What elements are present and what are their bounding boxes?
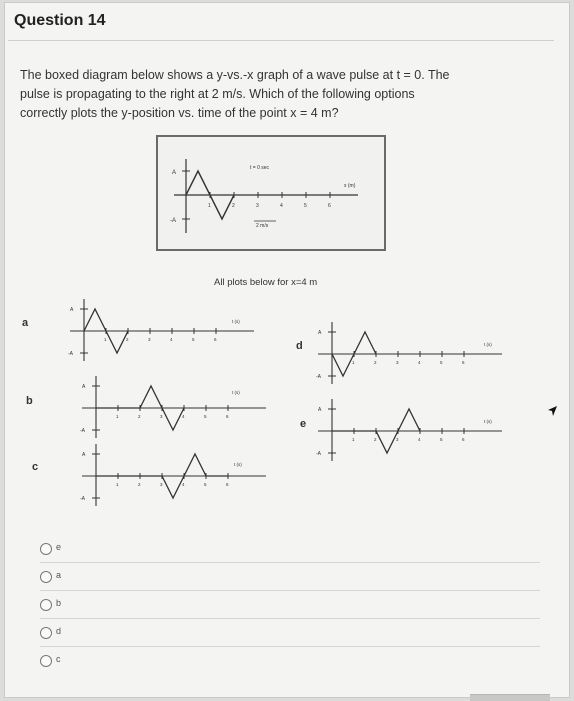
option-d[interactable] <box>40 624 560 644</box>
diagram-x-label: 1 <box>208 203 211 209</box>
diagram-time-label: t = 0 sec <box>250 165 270 171</box>
svg-text:6: 6 <box>214 337 217 342</box>
option-label: a <box>56 570 62 580</box>
svg-text:2: 2 <box>138 482 141 487</box>
svg-text:3: 3 <box>160 482 163 487</box>
option-label: d <box>56 626 62 636</box>
question-line: correctly plots the y-position vs. time of the point x = 4 m? <box>20 106 339 120</box>
svg-text:6: 6 <box>462 360 465 365</box>
svg-text:t (s): t (s) <box>484 419 492 424</box>
svg-text:A: A <box>318 330 322 336</box>
svg-text:-A: -A <box>80 496 85 502</box>
svg-text:5: 5 <box>192 337 195 342</box>
svg-text:2: 2 <box>138 414 141 419</box>
svg-text:2: 2 <box>374 437 377 442</box>
svg-text:-A: -A <box>316 451 321 457</box>
radio-button[interactable] <box>40 543 52 555</box>
diagram-speed-label: 2 m/s <box>256 223 269 229</box>
svg-text:A: A <box>82 452 86 458</box>
diagram-axis-label: x (m) <box>344 183 356 189</box>
title-divider <box>8 40 554 41</box>
option-divider <box>40 590 540 591</box>
diagram-x-label: 5 <box>304 203 307 209</box>
svg-text:4: 4 <box>418 437 421 442</box>
option-c[interactable] <box>40 652 560 672</box>
plot-a-letter: a <box>22 317 29 329</box>
svg-text:1: 1 <box>104 337 107 342</box>
svg-text:5: 5 <box>204 414 207 419</box>
diagram-x-label: 2 <box>232 203 235 209</box>
wave-pulse-diagram <box>156 135 386 251</box>
question-line: pulse is propagating to the right at 2 m/s. Which of the following options <box>20 87 415 101</box>
option-e[interactable] <box>40 540 560 560</box>
svg-text:t (s): t (s) <box>484 342 492 347</box>
diagram-x-label: 6 <box>328 203 331 209</box>
svg-text:4: 4 <box>182 414 185 419</box>
diagram-y-label: -A <box>170 218 176 224</box>
svg-text:5: 5 <box>440 437 443 442</box>
svg-text:t (s): t (s) <box>232 319 240 324</box>
option-divider <box>40 618 540 619</box>
svg-text:6: 6 <box>226 414 229 419</box>
svg-text:A: A <box>82 384 86 390</box>
svg-text:1: 1 <box>352 360 355 365</box>
option-divider <box>40 562 540 563</box>
svg-text:-A: -A <box>80 428 85 434</box>
radio-button[interactable] <box>40 571 52 583</box>
option-divider <box>40 646 540 647</box>
plot-d-letter: d <box>296 340 303 352</box>
svg-text:4: 4 <box>182 482 185 487</box>
question-text <box>20 66 480 123</box>
plot-y-label: -A <box>68 351 73 357</box>
option-label: c <box>56 654 61 664</box>
svg-text:4: 4 <box>170 337 173 342</box>
svg-text:4: 4 <box>418 360 421 365</box>
svg-text:2: 2 <box>374 360 377 365</box>
plot-c-letter: c <box>32 461 39 473</box>
plots-caption: All plots below for x=4 m <box>214 277 318 288</box>
svg-text:A: A <box>318 407 322 413</box>
question-line: The boxed diagram below shows a y-vs.-x graph of a wave pulse at t = 0. The <box>20 68 450 82</box>
plot-y-label: A <box>70 307 74 313</box>
svg-text:3: 3 <box>396 360 399 365</box>
svg-text:3: 3 <box>160 414 163 419</box>
diagram-x-label: 3 <box>256 203 259 209</box>
option-b[interactable] <box>40 596 560 616</box>
option-label: b <box>56 598 62 608</box>
plot-d <box>310 318 510 388</box>
svg-text:1: 1 <box>352 437 355 442</box>
svg-text:3: 3 <box>148 337 151 342</box>
plot-e-letter: e <box>300 418 307 430</box>
option-label: e <box>56 542 62 552</box>
svg-text:t (s): t (s) <box>234 462 242 467</box>
plot-a <box>62 295 262 365</box>
mouse-cursor-icon <box>547 405 559 417</box>
svg-text:5: 5 <box>204 482 207 487</box>
diagram-x-label: 4 <box>280 203 283 209</box>
plot-b-letter: b <box>26 395 33 407</box>
svg-text:1: 1 <box>116 482 119 487</box>
option-a[interactable] <box>40 568 560 588</box>
radio-button[interactable] <box>40 599 52 611</box>
svg-text:3: 3 <box>396 437 399 442</box>
svg-text:2: 2 <box>126 337 129 342</box>
radio-button[interactable] <box>40 655 52 667</box>
svg-text:5: 5 <box>440 360 443 365</box>
svg-text:6: 6 <box>462 437 465 442</box>
svg-text:1: 1 <box>116 414 119 419</box>
diagram-graph <box>158 137 384 249</box>
svg-text:-A: -A <box>316 374 321 380</box>
question-title: Question 14 <box>14 12 106 29</box>
radio-button[interactable] <box>40 627 52 639</box>
svg-text:6: 6 <box>226 482 229 487</box>
svg-text:t (s): t (s) <box>232 390 240 395</box>
plot-b <box>74 372 274 442</box>
plot-e <box>310 395 510 465</box>
diagram-y-label: A <box>172 170 177 176</box>
plot-c <box>74 440 274 510</box>
